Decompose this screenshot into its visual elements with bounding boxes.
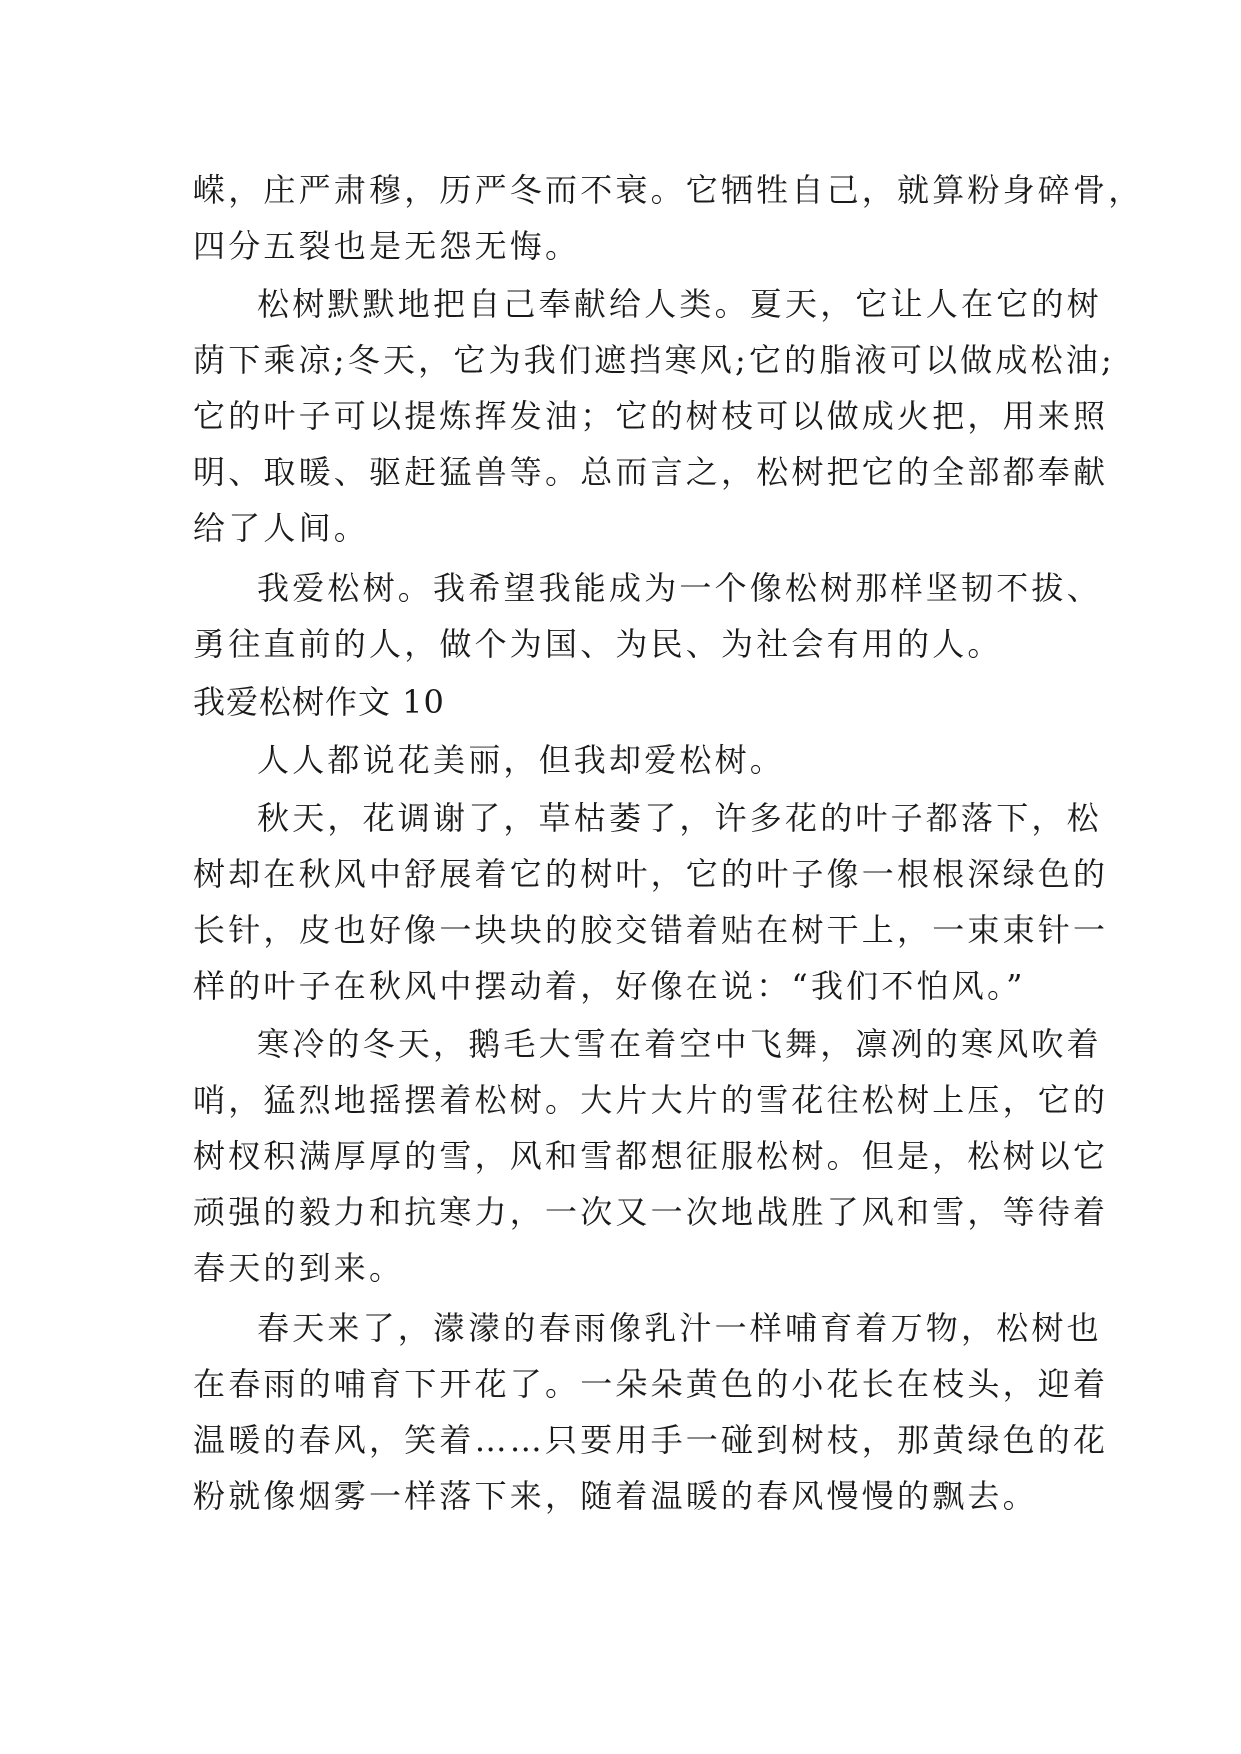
paragraph-line: 明、取暖、驱赶猛兽等。总而言之，松树把它的全部都奉献 [193,453,1109,491]
paragraph-line: 寒冷的冬天，鹅毛大雪在着空中飞舞，凛冽的寒风吹着 [257,1025,1102,1063]
paragraph-line: 粉就像烟雾一样落下来，随着温暖的春风慢慢的飘去。 [193,1477,1038,1515]
paragraph-line: 勇往直前的人，做个为国、为民、为社会有用的人。 [193,625,1003,663]
paragraph-line: 秋天，花调谢了，草枯萎了，许多花的叶子都落下，松 [257,799,1102,837]
paragraph-line: 松树默默地把自己奉献给人类。夏天，它让人在它的树 [257,285,1102,323]
section-heading: 我爱松树作文 10 [193,683,445,721]
paragraph-line: 树杈积满厚厚的雪，风和雪都想征服松树。但是，松树以它 [193,1137,1109,1175]
paragraph-line: 顽强的毅力和抗寒力，一次又一次地战胜了风和雪，等待着 [193,1193,1109,1231]
paragraph-line: 长针，皮也好像一块块的胶交错着贴在树干上，一束束针一 [193,911,1109,949]
paragraph-line: 哨，猛烈地摇摆着松树。大片大片的雪花往松树上压，它的 [193,1081,1109,1119]
paragraph-line: 给了人间。 [193,509,370,547]
paragraph-line: 四分五裂也是无怨无悔。 [193,227,581,265]
paragraph-line: 荫下乘凉;冬天，它为我们遮挡寒风;它的脂液可以做成松油; [193,341,1115,379]
paragraph-line: 春天的到来。 [193,1249,405,1287]
paragraph-line: 在春雨的哺育下开花了。一朵朵黄色的小花长在枝头，迎着 [193,1365,1109,1403]
paragraph-line: 温暖的春风，笑着……只要用手一碰到树枝，那黄绿色的花 [193,1421,1109,1459]
paragraph-line: 春天来了，濛濛的春雨像乳汁一样哺育着万物，松树也 [257,1309,1102,1347]
paragraph-line: 它的叶子可以提炼挥发油；它的树枝可以做成火把，用来照 [193,397,1109,435]
paragraph-line: 树却在秋风中舒展着它的树叶，它的叶子像一根根深绿色的 [193,855,1109,893]
paragraph-line: 我爱松树。我希望我能成为一个像松树那样坚韧不拔、 [257,569,1102,607]
paragraph-line: 人人都说花美丽，但我却爱松树。 [257,741,786,779]
paragraph-line: 嵘，庄严肃穆，历严冬而不衰。它牺牲自己，就算粉身碎骨， [193,171,1144,209]
paragraph-line: 样的叶子在秋风中摆动着，好像在说：“我们不怕风。” [193,967,1026,1005]
